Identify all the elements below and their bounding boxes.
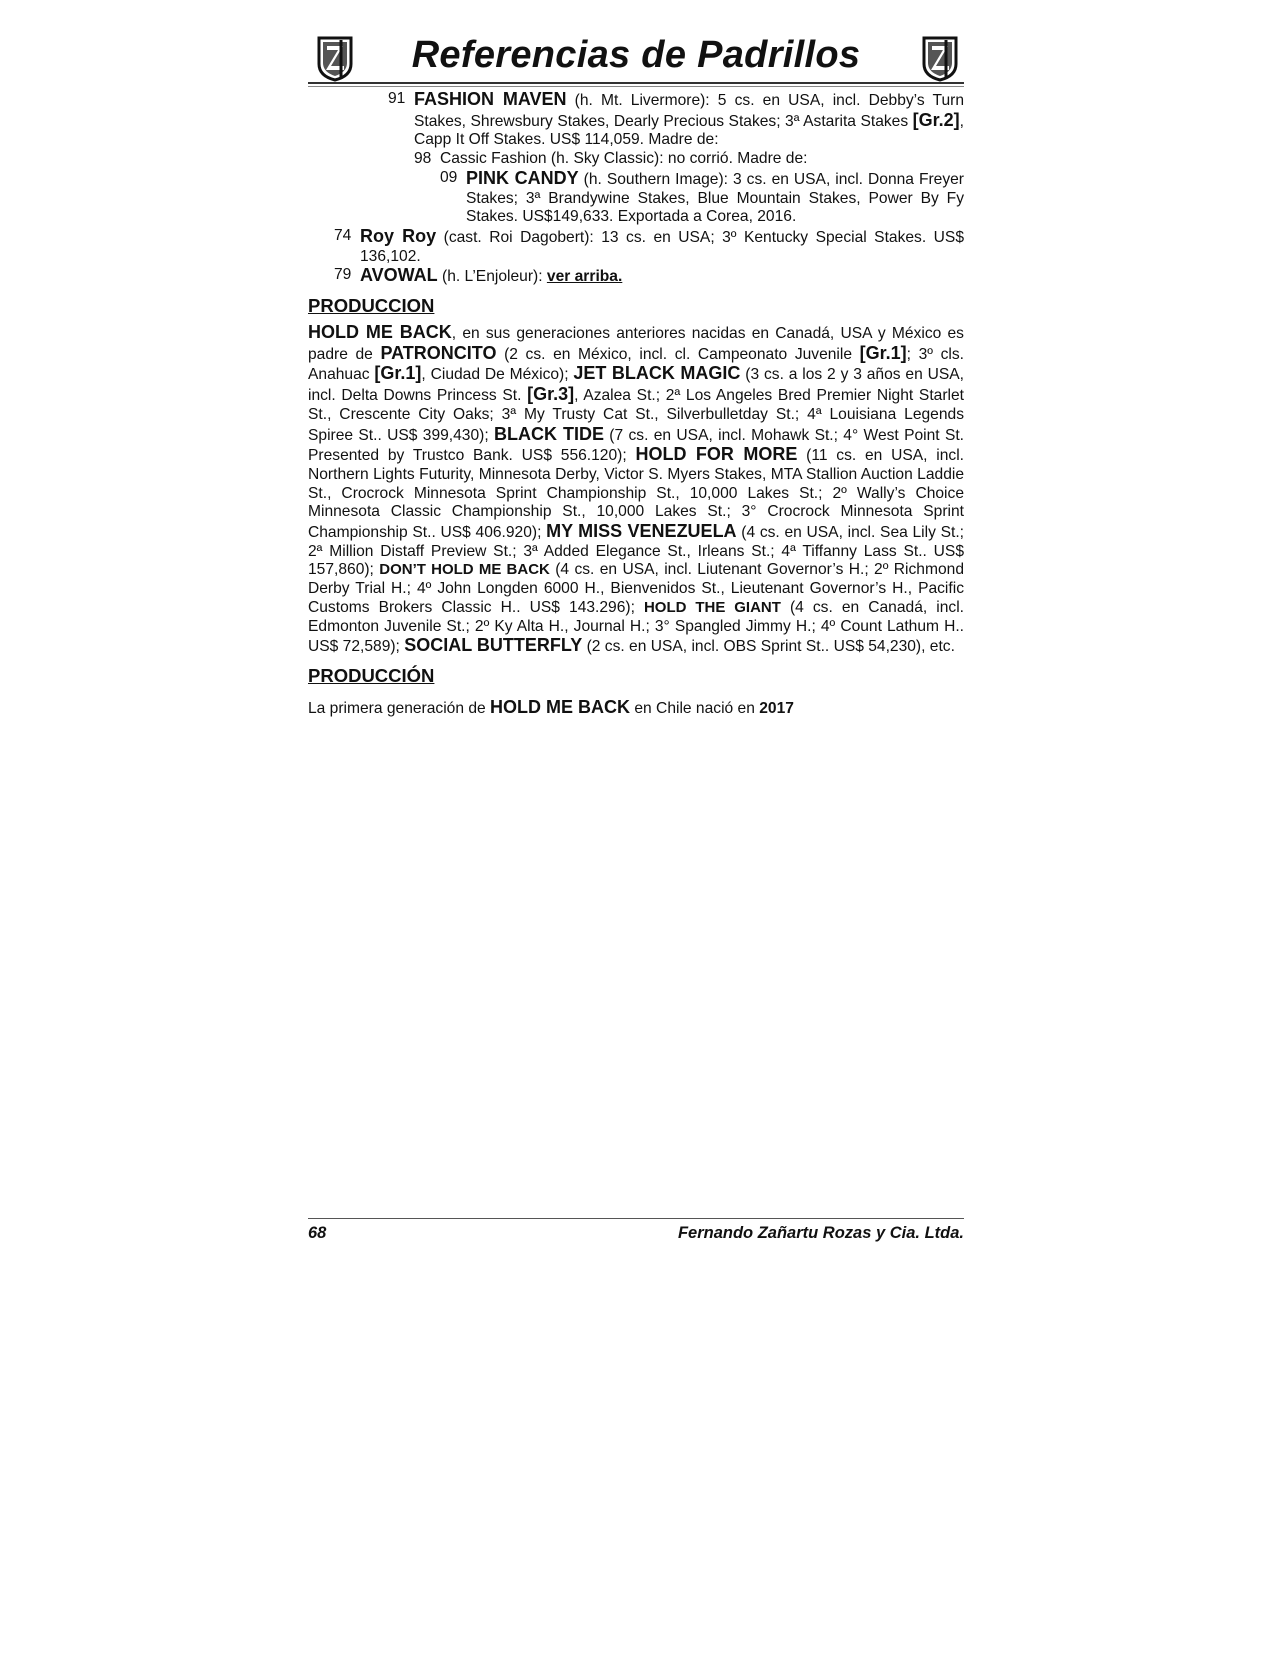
pedigree-entry-roy-roy [334, 227, 964, 266]
entry-body: Cassic Fashion (h. Sky Classic): no corrió. Madre de: [440, 150, 808, 168]
grade-badge: [Gr.1] [374, 363, 422, 384]
zr-shield-logo-icon [916, 34, 964, 82]
horse-name: FASHION MAVEN [414, 89, 567, 109]
horse-name: BLACK TIDE [494, 423, 604, 444]
horse-name: HOLD THE GIANT [643, 598, 781, 616]
produccion-paragraph: HOLD ME BACK, en sus generaciones anteriores nacidas en Canadá, USA y México es padre de PATRONCITO (2 cs. en México, incl. cl. Campeonato Juvenile [Gr.1]; 3º cls. Anahuac [Gr.1], Ciudad De México); JET BLACK MAGIC (3 cs. a los 2 y 3 años en USA, incl. Delta Downs Princess St. [Gr.3], Azalea St.; 2ª Los Angeles Bred Premier Night Starlet St., Crescente City Oaks; 3ª My Trusty Cat St., Silverbulletday St.; 4ª Louisiana Legends Spiree St.. US$ 399,430); BLACK TIDE (7 cs. en USA, incl. Mohawk St.; 4° West Point St. Presented by Trustco Bank. US$ 556.120); HOLD FOR MORE (11 cs. en USA, incl. Northern Lights Futurity, Minnesota Derby, Victor S. Myers Stakes, MTA Stallion Auction Laddie St., Crocrock Minnesota Sprint Championship St., 10,000 Lakes St.; 2º Wally’s Choice Minnesota Classic Championship St., 10,000 Lakes St.; 3° Crocrock Minnesota Sprint Championship St.. US$ 406.920); MY MISS VENEZUELA (4 cs. en USA, incl. Sea Lily St.; 2ª Million Distaff Preview St.; 3ª Added Elegance St., Irleans St.; 4ª Tiffanny Lass St.. US$ 157,860); DON’T HOLD ME BACK (4 cs. en USA, incl. Liutenant Governor’s H.; 2º Richmond Derby Trial H.; 4º John Longden 6000 H., Bienvenidos St., Lieutenant Governor’s H., Pacific Customs Brokers Classic H.. US$ 143.296); HOLD THE GIANT (4 cs. en Canadá, incl. Edmonton Juvenile St.; 2º Ky Alta H., Journal H.; 3° Spangled Jimmy H.; 4º Count Lathum H.. US$ 72,589); SOCIAL BUTTERFLY (2 cs. en USA, incl. OBS Sprint St.. US$ 54,230), etc. [308, 322, 965, 656]
page-number: 68 [308, 1224, 327, 1242]
entry-body: PINK CANDY (h. Southern Image): 3 cs. en USA, incl. Donna Freyer Stakes; 3ª Brandywine Stakes, Blue Mountain Stakes, Power By Fy Stakes. US$149,633. Exportada a Corea, 2016. [466, 167, 964, 226]
header-divider [308, 82, 964, 84]
entry-year: 91 [388, 90, 406, 107]
page-title: Referencias de Padrillos [411, 34, 861, 76]
horse-name: MY MISS VENEZUELA [546, 521, 737, 542]
page-header [308, 30, 964, 84]
first-generation-note: La primera generación de HOLD ME BACK en Chile nació en 2017 [308, 696, 794, 717]
horse-name: DON’T HOLD ME BACK [379, 561, 550, 579]
horse-name: SOCIAL BUTTERFLY [404, 635, 583, 656]
horse-name: AVOWAL [360, 265, 438, 286]
grade-badge: [Gr.2] [912, 109, 960, 130]
publisher-name: Fernando Zañartu Rozas y Cia. Ltda. [677, 1224, 964, 1242]
entry-year: 79 [334, 266, 352, 284]
entry-year: 09 [440, 168, 458, 186]
birth-year: 2017 [759, 699, 794, 717]
horse-name: HOLD FOR MORE [635, 444, 798, 465]
stallion-name: HOLD ME BACK [490, 696, 631, 717]
horse-name: Roy Roy [360, 225, 437, 246]
footer-divider [308, 1218, 964, 1219]
grade-badge: [Gr.3] [527, 384, 575, 405]
horse-name: PINK CANDY [466, 167, 579, 188]
pedigree-entry-avowal [334, 266, 964, 287]
entry-year: 98 [414, 150, 432, 168]
page-footer [308, 1218, 964, 1243]
pedigree-entry-pink-candy [440, 169, 964, 227]
entry-body: FASHION MAVEN (h. Mt. Livermore): 5 cs. en USA, incl. Debby’s Turn Stakes, Shrewsbury Stakes, Dearly Precious Stakes; 3ª Astarita Stakes [Gr.2], Capp It Off Stakes. US$ 114,059. Madre de: [414, 89, 964, 149]
pedigree-entry-fashion-maven [388, 90, 964, 150]
see-above-link[interactable]: ver arriba. [546, 268, 623, 286]
document-page [308, 30, 964, 718]
grade-badge: [Gr.1] [859, 342, 907, 363]
entry-body: AVOWAL (h. L’Enjoleur): ver arriba. [360, 265, 623, 286]
entry-year: 74 [334, 226, 352, 244]
footer-row [308, 1224, 964, 1243]
horse-name: PATRONCITO [380, 342, 497, 363]
pedigree-entry-cassic-fashion [414, 150, 964, 169]
pedigree-section [308, 90, 964, 287]
entry-body: Roy Roy (cast. Roi Dagobert): 13 cs. en USA; 3º Kentucky Special Stakes. US$ 136,102. [360, 225, 964, 265]
section-heading-produccion: PRODUCCION [308, 295, 435, 317]
header-divider-thin [308, 86, 964, 87]
section-heading-produccion-chile: PRODUCCIÓN [308, 664, 435, 686]
horse-name: JET BLACK MAGIC [573, 363, 741, 384]
stallion-name: HOLD ME BACK [308, 322, 452, 343]
